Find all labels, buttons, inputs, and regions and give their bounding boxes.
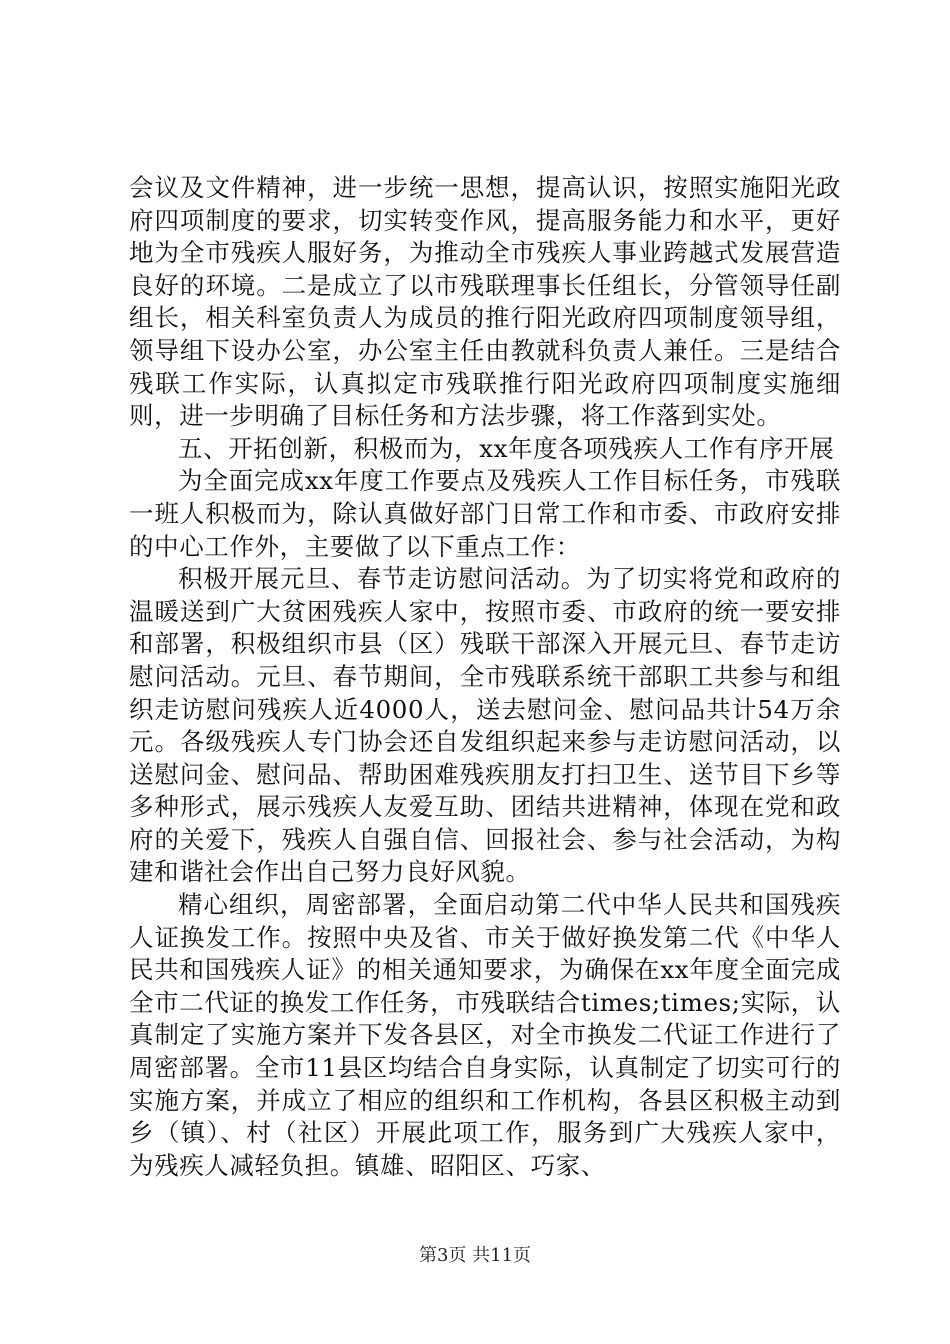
page-number-footer: 第3页 共11页: [418, 1245, 532, 1266]
section-heading: 五、开拓创新，积极而为，xx年度各项残疾人工作有序开展: [178, 433, 835, 463]
document-body: [129, 172, 841, 1182]
paragraph-continuation: 会议及文件精神，进一步统一思想，提高认识，按照实施阳光政府四项制度的要求，切实转变作风，提高服务能力和水平，更好地为全市残疾人服好务，为推动全市残疾人事业跨越式发展营造良好的环境。二是成立了以市残联理事长任组长，分管领导任副组长，相关科室负责人为成员的推行阳光政府四项制度领导组，领导组下设办公室，办公室主任由教就科负责人兼任。三是结合残联工作实际，认真拟定市残联推行阳光政府四项制度实施细则，进一步明确了目标任务和方法步骤，将工作落到实处。: [129, 173, 841, 431]
paragraph-intro: 为全面完成xx年度工作要点及残疾人工作目标任务，市残联一班人积极而为，除认真做好部门日常工作和市委、市政府安排的中心工作外，主要做了以下重点工作：: [129, 466, 841, 561]
paragraph-certificate: 精心组织，周密部署，全面启动第二代中华人民共和国残疾人证换发工作。按照中央及省、市关于做好换发第二代《中华人民共和国残疾人证》的相关通知要求，为确保在xx年度全面完成全市二代证的换发工作任务，市残联结合times;times;实际，认真制定了实施方案并下发各县区，对全市换发二代证工作进行了周密部署。全市11县区均结合自身实际，认真制定了切实可行的实施方案，并成立了相应的组织和工作机构，各县区积极主动到乡（镇）、村（社区）开展此项工作，服务到广大残疾人家中，为残疾人减轻负担。镇雄、昭阳区、巧家、: [129, 890, 841, 1180]
paragraph-visits: 积极开展元旦、春节走访慰问活动。为了切实将党和政府的温暖送到广大贫困残疾人家中，按照市委、市政府的统一要安排和部署，积极组织市县（区）残联干部深入开展元旦、春节走访慰问活动。元旦、春节期间，全市残联系统干部职工共参与和组织走访慰问残疾人近4000人，送去慰问金、慰问品共计54万余元。各级残疾人专门协会还自发组织起来参与走访慰问活动，以送慰问金、慰问品、帮助困难残疾朋友打扫卫生、送节目下乡等多种形式，展示残疾人友爱互助、团结共进精神，体现在党和政府的关爱下，残疾人自强自信、回报社会、参与社会活动，为构建和谐社会作出自己努力良好风貌。: [129, 564, 841, 887]
